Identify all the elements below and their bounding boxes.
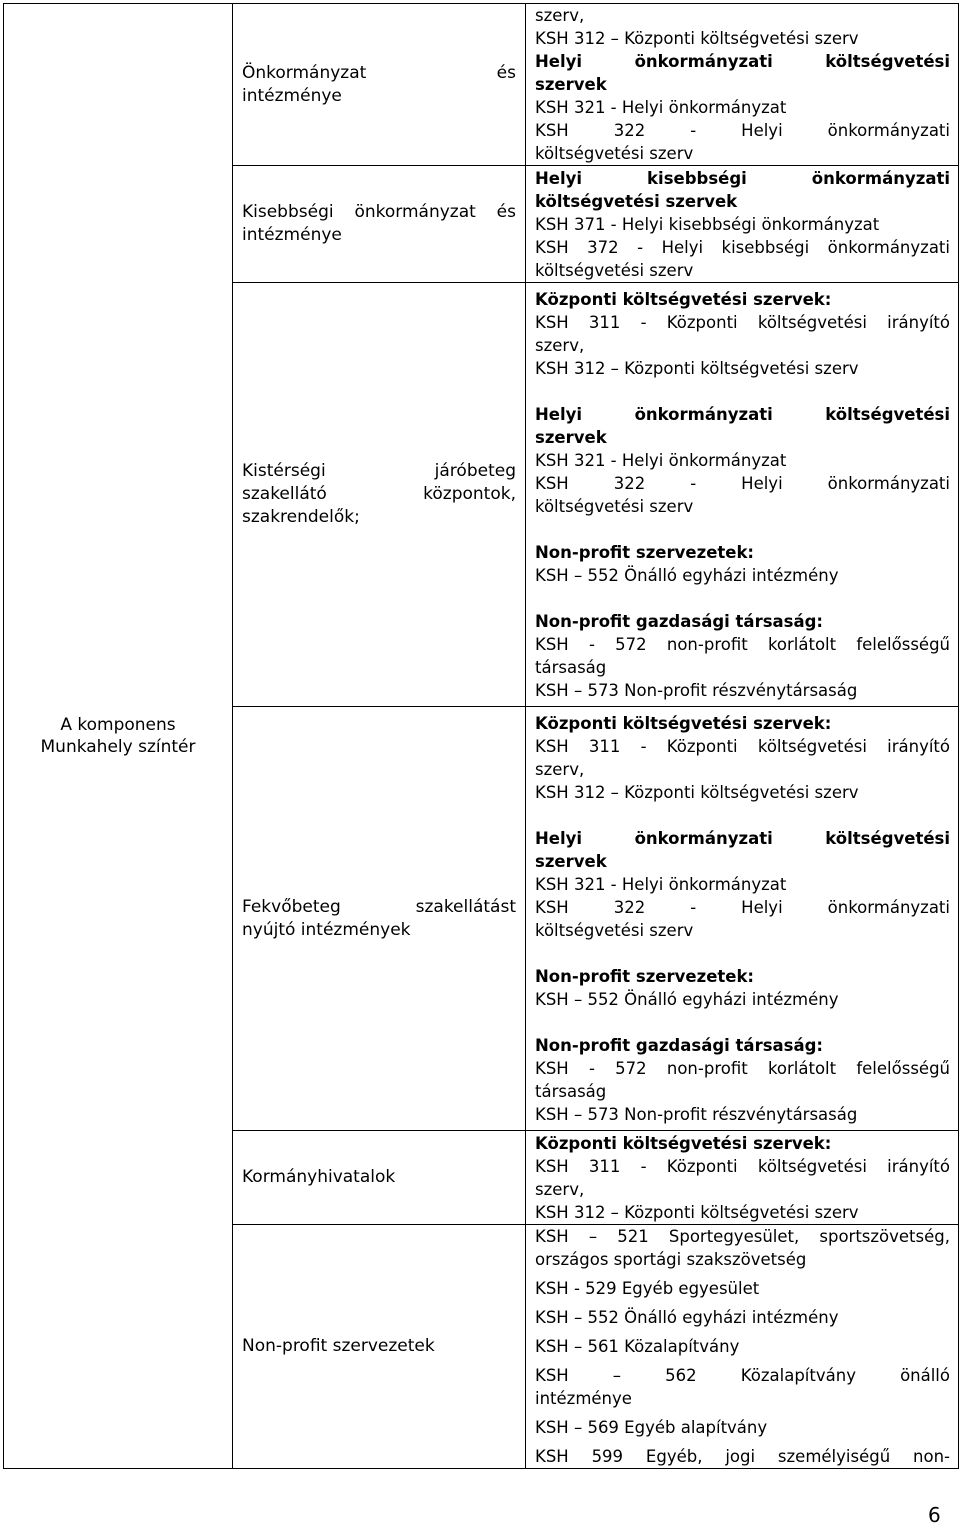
content-line: KSH 312 – Központi költségvetési szerv [535, 782, 859, 802]
row-label-line: szakellátó központok, [242, 484, 516, 504]
row-content [526, 1225, 958, 1468]
content-heading: Helyi kisebbségi önkormányzati [535, 168, 950, 188]
content-line: KSH 321 - Helyi önkormányzat [535, 450, 787, 470]
content-heading: szervek [535, 75, 607, 94]
content-heading: Helyi önkormányzati költségvetési [535, 404, 950, 424]
content-line: szerv, [535, 335, 585, 355]
component-title: A komponens [60, 715, 176, 735]
row-label [233, 62, 525, 108]
content-line: KSH 322 - Helyi önkormányzati [535, 897, 950, 917]
content-line: KSH 312 – Központi költségvetési szerv [535, 29, 859, 48]
content-line: KSH 311 - Központi költségvetési irányító [535, 312, 950, 332]
row-label-line: Fekvőbeteg szakellátást [242, 896, 516, 917]
row-label-cell [233, 1131, 526, 1225]
row-label [233, 1166, 525, 1189]
row-content [526, 288, 958, 702]
content-heading: költségvetési szervek [535, 191, 738, 211]
content-spacer [535, 942, 950, 965]
content-line: KSH – 573 Non-profit részvénytársaság [535, 1104, 858, 1124]
row-content-cell [526, 166, 959, 283]
row-label-cell [233, 4, 526, 166]
content-line: költségvetési szerv [535, 144, 694, 163]
content-line: KSH – 562 Közalapítvány önálló [535, 1366, 950, 1385]
row-label-cell [233, 1225, 526, 1469]
content-line: KSH – 569 Egyéb alapítvány [535, 1418, 768, 1437]
page-number: 6 [928, 1503, 941, 1527]
content-line: KSH – 521 Sportegyesület, sportszövetség, [535, 1227, 950, 1246]
content-heading: szervek [535, 851, 607, 871]
row-label-line: Non-profit szervezetek [242, 1336, 435, 1356]
content-line: intézménye [535, 1389, 632, 1408]
content-line: KSH – 573 Non-profit részvénytársaság [535, 680, 858, 700]
row-label-cell [233, 166, 526, 283]
row-label-line: szakrendelők; [242, 507, 360, 527]
row-content-cell [526, 707, 959, 1131]
content-heading: Központi költségvetési szervek: [535, 1133, 832, 1153]
content-heading: Központi költségvetési szervek: [535, 713, 832, 733]
row-label-line: Kisebbségi önkormányzat és [242, 202, 516, 222]
row-content [526, 712, 958, 1126]
content-heading: Non-profit szervezetek: [535, 966, 755, 986]
row-label [233, 896, 525, 942]
content-heading: Non-profit szervezetek: [535, 542, 755, 562]
content-spacer [535, 1011, 950, 1034]
row-label-line: nyújtó intézmények [242, 919, 411, 940]
content-heading: Non-profit gazdasági társaság: [535, 611, 824, 631]
content-line: KSH - 572 non-profit korlátolt felelősségű [535, 1058, 950, 1078]
content-heading: Központi költségvetési szervek: [535, 289, 832, 309]
row-label-line: intézménye [242, 85, 342, 106]
row-content-cell [526, 4, 959, 166]
content-line: költségvetési szerv [535, 260, 694, 280]
content-line: KSH 321 - Helyi önkormányzat [535, 874, 787, 894]
row-content-cell [526, 1225, 959, 1469]
row-content [526, 167, 958, 282]
content-line: KSH - 572 non-profit korlátolt felelősségű [535, 634, 950, 654]
row-content [526, 4, 958, 165]
content-line: szerv, [535, 1179, 585, 1199]
row-label [233, 201, 525, 247]
content-line: KSH – 561 Közalapítvány [535, 1337, 740, 1356]
component-subtitle: Munkahely színtér [40, 737, 196, 757]
content-line: KSH 599 Egyéb, jogi személyiségű non- [535, 1447, 950, 1466]
row-label-line: intézménye [242, 225, 342, 245]
content-spacer [535, 587, 950, 610]
row-label-cell [233, 707, 526, 1131]
classification-table [3, 3, 959, 1469]
content-line: KSH 322 - Helyi önkormányzati [535, 473, 950, 493]
content-line: KSH 322 - Helyi önkormányzati [535, 121, 950, 140]
component-cell [4, 4, 233, 1469]
content-heading: Helyi önkormányzati költségvetési [535, 828, 950, 848]
content-line: társaság [535, 657, 607, 677]
content-line: KSH 321 - Helyi önkormányzat [535, 98, 787, 117]
content-line: KSH 311 - Központi költségvetési irányító [535, 1156, 950, 1176]
content-line: társaság [535, 1081, 607, 1101]
content-line: KSH 311 - Központi költségvetési irányító [535, 736, 950, 756]
content-line: KSH – 552 Önálló egyházi intézmény [535, 1308, 839, 1327]
content-line: szerv, [535, 6, 585, 25]
content-heading: szervek [535, 427, 607, 447]
row-label-line: Önkormányzat és [242, 62, 516, 83]
row-content-cell [526, 283, 959, 707]
content-line: KSH 312 – Központi költségvetési szerv [535, 358, 859, 378]
row-label [233, 1335, 525, 1358]
row-label-line: Kormányhivatalok [242, 1167, 396, 1187]
content-line: KSH – 552 Önálló egyházi intézmény [535, 989, 839, 1009]
content-line: KSH 372 - Helyi kisebbségi önkormányzati [535, 237, 950, 257]
content-spacer [535, 380, 950, 403]
row-content-cell [526, 1131, 959, 1225]
content-line: KSH – 552 Önálló egyházi intézmény [535, 565, 839, 585]
row-label [233, 460, 525, 529]
content-line: KSH - 529 Egyéb egyesület [535, 1279, 760, 1298]
content-spacer [535, 804, 950, 827]
content-line: költségvetési szerv [535, 920, 694, 940]
content-line: országos sportági szakszövetség [535, 1250, 807, 1269]
content-spacer [535, 518, 950, 541]
row-label-line: Kistérségi járóbeteg [242, 461, 516, 481]
content-line: KSH 371 - Helyi kisebbségi önkormányzat [535, 214, 880, 234]
content-line: KSH 312 – Központi költségvetési szerv [535, 1202, 859, 1222]
row-content [526, 1132, 958, 1224]
content-heading: Helyi önkormányzati költségvetési [535, 52, 950, 71]
row-label-cell [233, 283, 526, 707]
content-heading: Non-profit gazdasági társaság: [535, 1035, 824, 1055]
content-line: szerv, [535, 759, 585, 779]
content-line: költségvetési szerv [535, 496, 694, 516]
